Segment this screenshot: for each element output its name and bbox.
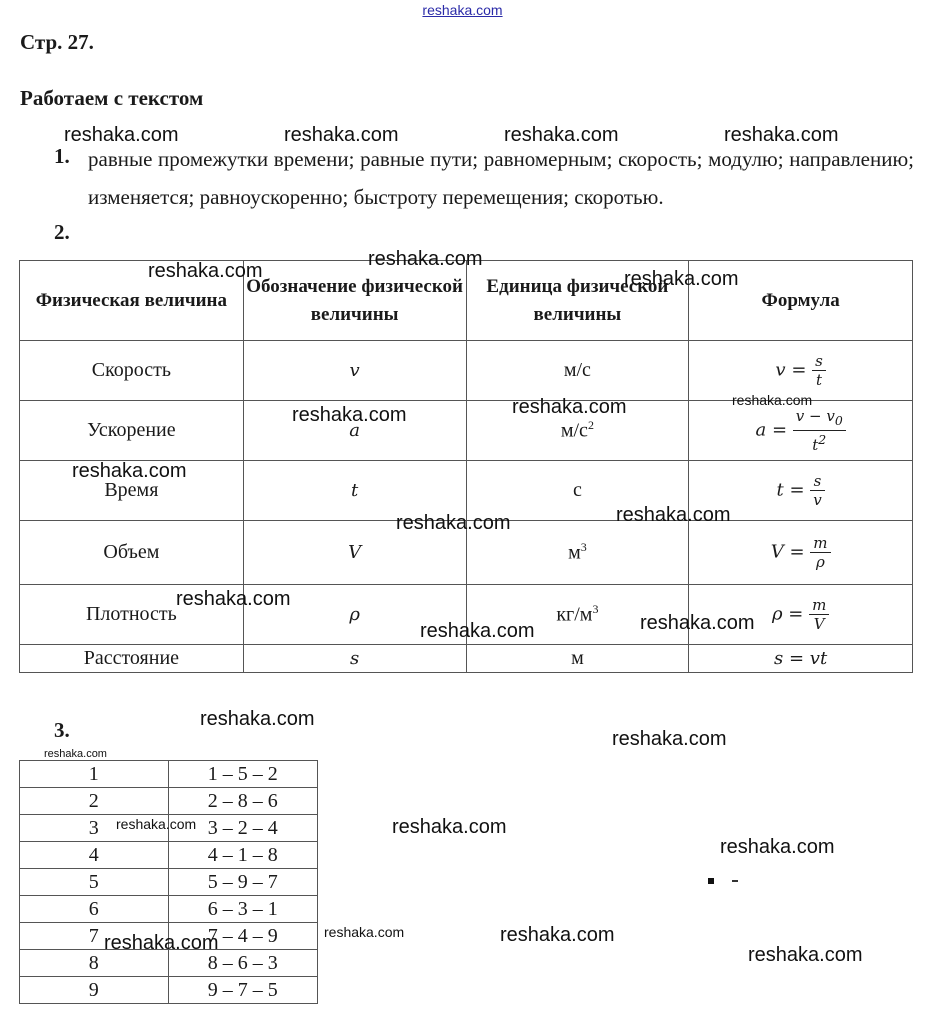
watermark: reshaka.com (612, 728, 727, 750)
watermark: reshaka.com (116, 816, 197, 832)
stray-dot (708, 878, 714, 884)
row-number: 7 (20, 923, 169, 950)
row-number: 9 (20, 977, 169, 1004)
table-row (20, 645, 913, 673)
matching-table (19, 760, 318, 1004)
quantity-cell: Ускорение (20, 401, 244, 461)
table-row (20, 461, 913, 521)
quantity-cell: Объем (20, 521, 244, 585)
table-row (20, 842, 318, 869)
row-number: 4 (20, 842, 169, 869)
table-row (20, 585, 913, 645)
unit-cell: $м^3$ (466, 521, 689, 585)
header-unit: Единица физической величины (466, 261, 689, 341)
row-sequence: 9 – 7 – 5 (168, 977, 318, 1004)
row-number: 6 (20, 896, 169, 923)
symbol-cell: a (243, 401, 466, 461)
unit-cell: м (466, 645, 689, 673)
row-sequence: 7 – 4 – 9 (168, 923, 318, 950)
watermark: reshaka.com (44, 748, 107, 760)
watermark: reshaka.com (420, 620, 535, 642)
watermark: reshaka.com (500, 924, 615, 946)
row-number: 3 (20, 815, 169, 842)
symbol-cell: v (243, 341, 466, 401)
watermark: reshaka.com (748, 944, 863, 966)
watermark: reshaka.com (640, 612, 755, 634)
row-sequence: 3 – 2 – 4 (168, 815, 318, 842)
symbol-cell: V (243, 521, 466, 585)
task2-number: 2. (54, 220, 70, 244)
watermark: reshaka.com (724, 124, 839, 146)
section-title: Работаем с текстом (20, 86, 204, 110)
watermark: reshaka.com (512, 396, 627, 418)
table-row (20, 341, 913, 401)
table-row (20, 950, 318, 977)
symbol-cell: t (243, 461, 466, 521)
watermark: reshaka.com (624, 268, 739, 290)
unit-cell: $кг/м^3$ (466, 585, 689, 645)
unit-cell: м/с (466, 341, 689, 401)
physics-quantities-table (19, 260, 913, 673)
row-number: 1 (20, 761, 169, 788)
unit-cell: $м/с^2$ (466, 401, 689, 461)
watermark: reshaka.com (284, 124, 399, 146)
symbol-cell: s (243, 645, 466, 673)
formula-cell: v = $\frac{s}{t}$ (689, 341, 913, 401)
table-row (20, 788, 318, 815)
table-row (20, 869, 318, 896)
watermark: reshaka.com (324, 924, 405, 940)
quantity-cell: Расстояние (20, 645, 244, 673)
table-row (20, 761, 318, 788)
watermark: reshaka.com (64, 124, 179, 146)
watermark: reshaka.com (392, 816, 507, 838)
watermark: reshaka.com (720, 836, 835, 858)
watermark: reshaka.com (368, 248, 483, 270)
table-row (20, 815, 318, 842)
formula-cell: a = $\frac{v - v_0}{t^2}$ (689, 401, 913, 461)
formula-cell: s = vt (689, 645, 913, 673)
page-number: Стр. 27. (20, 30, 94, 54)
watermark: reshaka.com (72, 460, 187, 482)
watermark: reshaka.com (104, 932, 219, 954)
quantity-cell: Время (20, 461, 244, 521)
header-symbol: Обозначение физической величины (243, 261, 466, 341)
watermark: reshaka.com (616, 504, 731, 526)
row-sequence: 5 – 9 – 7 (168, 869, 318, 896)
row-number: 8 (20, 950, 169, 977)
watermark: reshaka.com (732, 392, 813, 408)
table-header-row (20, 261, 913, 341)
header-quantity: Физическая величина (20, 261, 244, 341)
header-formula: Формула (689, 261, 913, 341)
quantity-cell: Скорость (20, 341, 244, 401)
formula-cell: V = $\frac{m}{\rho}$ (689, 521, 913, 585)
formula-cell: t = $\frac{s}{v}$ (689, 461, 913, 521)
table-row (20, 923, 318, 950)
table-row (20, 401, 913, 461)
watermark: reshaka.com (292, 404, 407, 426)
table-row (20, 896, 318, 923)
row-sequence: 4 – 1 – 8 (168, 842, 318, 869)
task1-number: 1. (54, 144, 70, 168)
watermark: reshaka.com (176, 588, 291, 610)
watermark: reshaka.com (148, 260, 263, 282)
task3-number: 3. (54, 718, 70, 742)
watermark: reshaka.com (200, 708, 315, 730)
table-row (20, 977, 318, 1004)
formula-cell: ρ = $\frac{m}{V}$ (689, 585, 913, 645)
task1-answer: равные промежутки времени; равные пути; равномерным; скорость; модулю; направлению; изменяется; равноускоренно; быстроту перемещения; скоротью. (88, 147, 914, 209)
symbol-cell: ρ (243, 585, 466, 645)
row-sequence: 6 – 3 – 1 (168, 896, 318, 923)
row-number: 5 (20, 869, 169, 896)
site-link[interactable]: reshaka.com (422, 2, 503, 18)
watermark: reshaka.com (396, 512, 511, 534)
unit-cell: с (466, 461, 689, 521)
watermark: reshaka.com (504, 124, 619, 146)
row-sequence: 8 – 6 – 3 (168, 950, 318, 977)
row-sequence: 2 – 8 – 6 (168, 788, 318, 815)
quantity-cell: Плотность (20, 585, 244, 645)
row-sequence: 1 – 5 – 2 (168, 761, 318, 788)
table-row (20, 521, 913, 585)
stray-dash (732, 880, 738, 882)
row-number: 2 (20, 788, 169, 815)
